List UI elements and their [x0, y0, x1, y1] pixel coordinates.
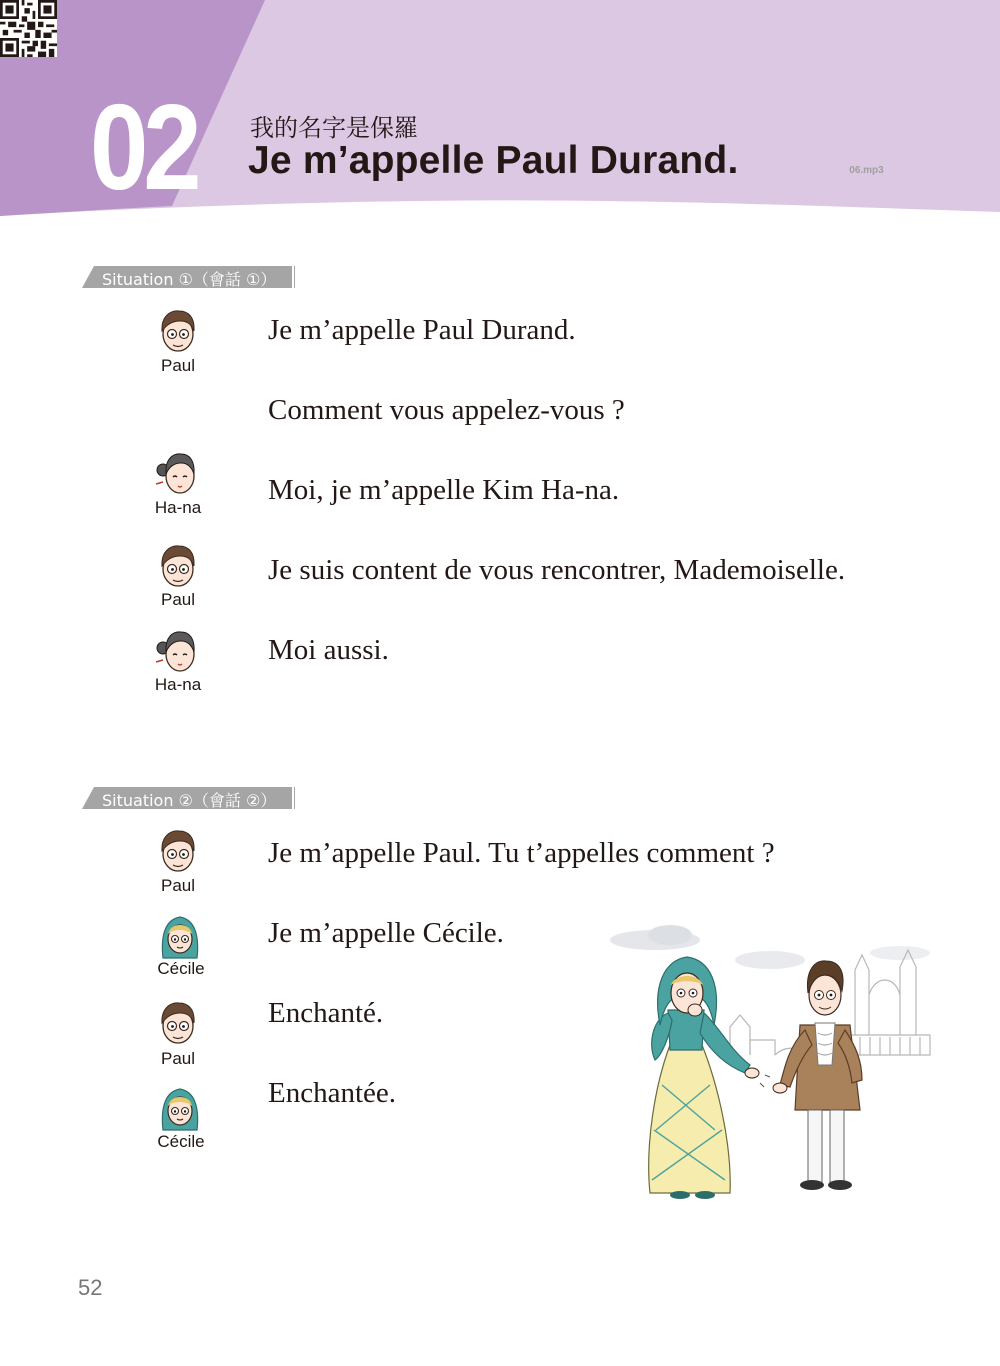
lesson-title: Je m’appelle Paul Durand.	[248, 139, 739, 182]
speaker-label: Paul	[160, 356, 196, 375]
dialogue-line: Moi, je m’appelle Kim Ha-na.	[268, 474, 620, 506]
situation-2-tag	[82, 787, 298, 809]
speaker-label: Paul	[160, 1049, 196, 1068]
hana-face-icon	[153, 448, 203, 498]
dialogue-line: Je m’appelle Paul. Tu t’appelles comment ?	[268, 837, 775, 869]
cecile-face-icon	[155, 1082, 205, 1132]
audio-file-label: 06.mp3	[849, 165, 884, 176]
paul-face-icon	[153, 541, 203, 591]
dialogue-line: Je suis content de vous rencontrer, Mademoiselle.	[268, 554, 846, 586]
speaker-label: Paul	[160, 590, 196, 609]
situation-1-label: Situation ①（會話 ①）	[102, 270, 277, 289]
dialogue-line: Enchanté.	[268, 997, 384, 1029]
dialogue-line: Je m’appelle Paul Durand.	[268, 314, 576, 346]
lesson-subtitle: 我的名字是保羅	[250, 114, 418, 142]
speaker-label: Ha-na	[154, 675, 202, 694]
lesson-number: 02	[90, 79, 197, 215]
dialogue-line: Je m’appelle Cécile.	[268, 917, 504, 949]
speaker-label: Cécile	[157, 959, 205, 978]
paul-face-icon	[153, 998, 203, 1048]
page-number: 52	[78, 1275, 103, 1300]
paul-face-icon	[153, 306, 203, 356]
speaker-label: Ha-na	[154, 498, 202, 517]
lesson-header	[0, 0, 1000, 225]
greeting-illustration	[600, 915, 935, 1205]
situation-1-tag	[82, 266, 298, 288]
dialogue-line: Comment vous appelez-vous ?	[268, 394, 625, 426]
hana-face-icon	[153, 626, 203, 676]
speaker-label: Cécile	[157, 1132, 205, 1151]
cecile-face-icon	[155, 910, 205, 960]
dialogue-line: Enchantée.	[268, 1077, 397, 1109]
qr-code-icon[interactable]	[0, 0, 57, 57]
situation-2-label: Situation ②（會話 ②）	[102, 791, 277, 810]
speaker-label: Paul	[160, 876, 196, 895]
paul-face-icon	[153, 826, 203, 876]
dialogue-line: Moi aussi.	[268, 634, 389, 666]
